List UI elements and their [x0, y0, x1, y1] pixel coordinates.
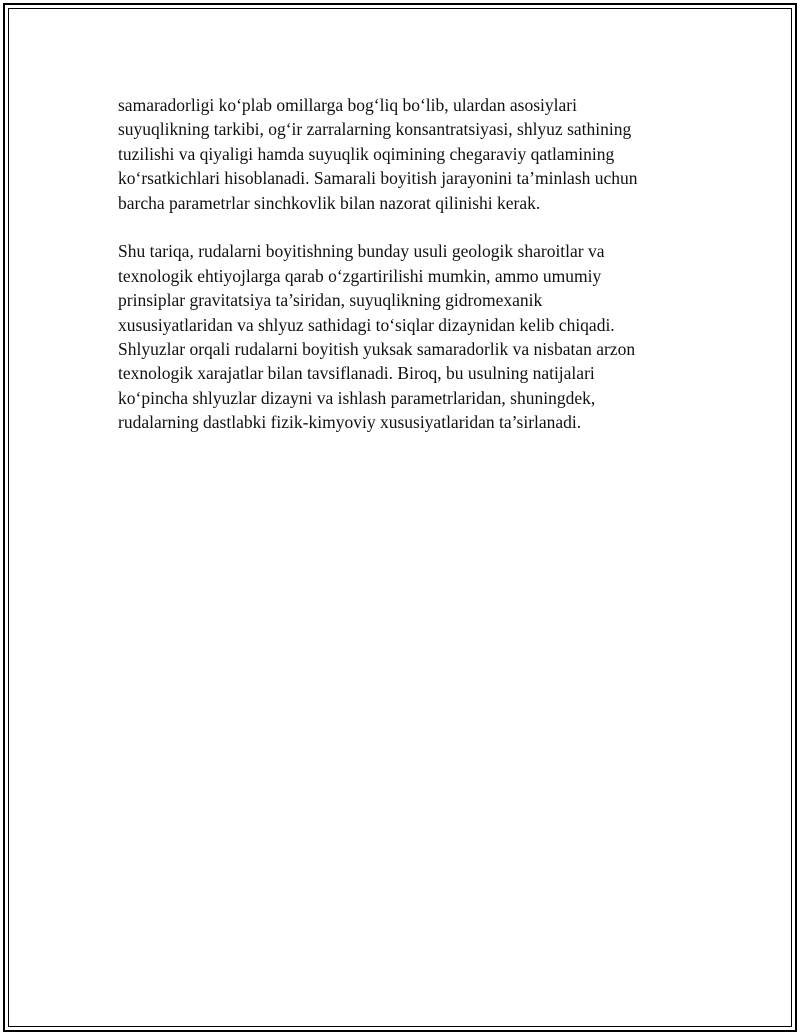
text-line: xususiyatlaridan va shlyuz sathidagi to‘siqlar dizaynidan kelib chiqadi.	[118, 314, 615, 335]
paragraph-1	[118, 93, 698, 215]
text-line: tuzilishi va qiyaligi hamda suyuqlik oqimining chegaraviy qatlamining	[118, 143, 615, 164]
text-line: ko‘rsatkichlari hisoblanadi. Samarali boyitish jarayonini ta’minlash uchun	[118, 168, 638, 189]
text-line: Shu tariqa, rudalarni boyitishning bunday usuli geologik sharoitlar va	[118, 241, 605, 262]
text-line: suyuqlikning tarkibi, og‘ir zarralarning konsantratsiyasi, shlyuz sathining	[118, 119, 632, 140]
text-line: samaradorligi ko‘plab omillarga bog‘liq bo‘lib, ulardan asosiylari	[118, 95, 577, 115]
document-body	[118, 93, 698, 435]
text-line: texnologik ehtiyojlarga qarab o‘zgartirilishi mumkin, ammo umumiy	[118, 265, 602, 286]
text-line: ko‘pincha shlyuzlar dizayni va ishlash parametrlaridan, shuningdek,	[118, 387, 596, 408]
text-line: Shlyuzlar orqali rudalarni boyitish yuksak samaradorlik va nisbatan arzon	[118, 339, 636, 360]
text-line: texnologik xarajatlar bilan tavsiflanadi. Biroq, bu usulning natijalari	[118, 363, 595, 384]
text-line: rudalarning dastlabki fizik-kimyoviy xususiyatlaridan ta’sirlanadi.	[118, 412, 582, 433]
text-line: barcha parametrlar sinchkovlik bilan nazorat qilinishi kerak.	[118, 192, 541, 213]
text-line: prinsiplar gravitatsiya ta’siridan, suyuqlikning gidromexanik	[118, 290, 543, 311]
paragraph-2	[118, 239, 698, 434]
